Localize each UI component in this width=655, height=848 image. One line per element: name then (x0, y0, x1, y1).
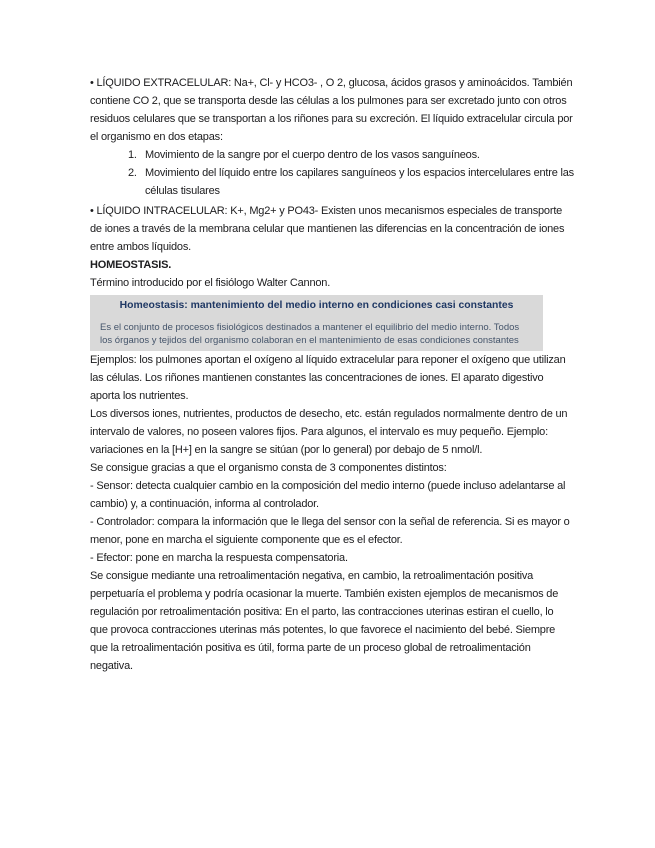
definition-box-body: Es el conjunto de procesos fisiológicos destinados a mantener el equilibrio del medio interno. Todos los órganos y tejidos del organismo colaboran en el mantenimiento de esas condiciones constantes (100, 322, 520, 346)
etapas-numbered-list (128, 146, 574, 200)
paragraph-liquido-intracelular: • LÍQUIDO INTRACELULAR: K+, Mg2+ y PO43- Existen unos mecanismos especiales de transporte de iones a través de la membrana celular que mantienen las diferencias en la concentración de iones entre ambos líquidos. (90, 205, 565, 253)
heading-homeostasis: HOMEOSTASIS. (90, 259, 172, 271)
definition-box-title: Homeostasis: mantenimiento del medio interno en condiciones casi constantes (119, 300, 514, 311)
list-item (128, 164, 574, 200)
paragraph-controlador: - Controlador: compara la información que le llega del sensor con la señal de referencia. Si es mayor o menor, pone en marcha el siguiente componente que es el efector. (90, 516, 570, 546)
list-item-text: Movimiento del líquido entre los capilares sanguíneos y los espacios intercelulares entre las células tisulares (145, 167, 574, 197)
list-item-text: Movimiento de la sangre por el cuerpo dentro de los vasos sanguíneos. (145, 149, 480, 161)
list-item (128, 146, 574, 164)
paragraph-intervalo-valores: Los diversos iones, nutrientes, productos de desecho, etc. están regulados normalmente dentro de un intervalo de valores, no poseen valores fijos. Para algunos, el intervalo es muy pequeño. Ejemplo: variaciones en la [H+] en la sangre se sitúan (por lo general) por debajo de 5 nmol/l. (90, 408, 568, 456)
paragraph-sensor: - Sensor: detecta cualquier cambio en la composición del medio interno (puede incluso adelantarse al cambio) y, a continuación, informa al controlador. (90, 480, 566, 510)
paragraph-efector: - Efector: pone en marcha la respuesta compensatoria. (90, 552, 348, 564)
document-content (90, 74, 574, 675)
paragraph-liquido-extracelular: • LÍQUIDO EXTRACELULAR: Na+, Cl- y HCO3- , O 2, glucosa, ácidos grasos y aminoácidos. También contiene CO 2, que se transporta desde las células a los pulmones para ser excretado junto con otros residuos celulares que se transportan a los riñones para su excreción. El líquido extracelular circula por el organismo en dos etapas: (90, 77, 573, 143)
homeostasis-definition-box (90, 295, 543, 351)
list-item-number: 2. (128, 167, 137, 179)
paragraph-retroalimentacion: Se consigue mediante una retroalimentación negativa, en cambio, la retroalimentación positiva perpetuaría el problema y podría ocasionar la muerte. También existen ejemplos de mecanismos de regulación por retroalimentación positiva: En el parto, las contracciones uterinas estiran el cuello, lo que provoca contracciones uterinas más potentes, lo que favorece el nacimiento del bebé. Siempre que la retroalimentación positiva es útil, forma parte de un proceso global de retroalimentación negativa. (90, 570, 559, 672)
list-item-number: 1. (128, 149, 137, 161)
paragraph-ejemplos: Ejemplos: los pulmones aportan el oxígeno al líquido extracelular para reponer el oxígeno que utilizan las células. Los riñones mantienen constantes las concentraciones de iones. El aparato digestivo aporta los nutrientes. (90, 354, 566, 402)
paragraph-termino-cannon: Término introducido por el fisiólogo Walter Cannon. (90, 277, 331, 289)
paragraph-tres-componentes: Se consigue gracias a que el organismo consta de 3 componentes distintos: (90, 462, 447, 474)
